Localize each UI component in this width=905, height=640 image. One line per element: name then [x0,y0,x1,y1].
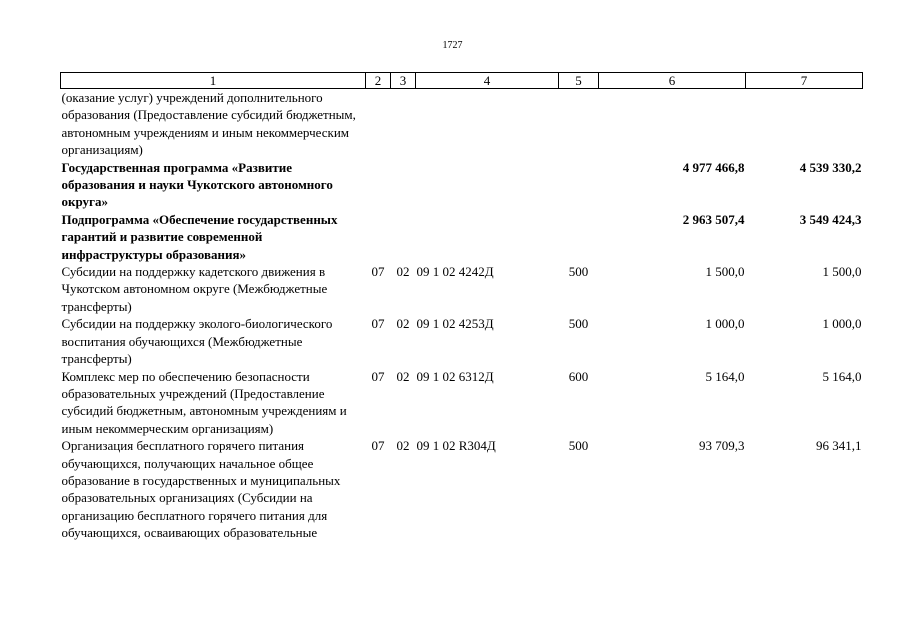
header-col-1: 1 [61,73,366,89]
table-row [61,368,863,438]
row-expense-type [559,159,599,211]
row-subsection [391,89,416,159]
row-expense-type [559,211,599,263]
row-target-code: 09 1 02 4253Д [416,316,494,332]
header-col-4: 4 [416,73,559,89]
row-expense-type: 600 [568,368,589,384]
row-section: 07 [371,438,385,454]
row-expense-type: 500 [568,264,589,280]
table-row [61,211,863,263]
row-amount-col7: 3 549 424,3 [799,211,862,227]
row-subsection: 02 [396,316,410,332]
row-section [366,89,391,159]
row-amount-col6: 2 963 507,4 [682,211,745,227]
row-amount-col7 [746,89,863,159]
header-col-2: 2 [366,73,391,89]
row-amount-col6: 1 500,0 [705,264,745,280]
row-amount-col6 [599,89,746,159]
row-amount-col7: 4 539 330,2 [799,159,862,175]
row-name: Государственная программа «Развитие образования и науки Чукотского автономного округа» [61,159,333,210]
row-target-code [416,211,559,263]
header-col-7: 7 [746,73,863,89]
row-name: Комплекс мер по обеспечению безопасности образовательных учреждений (Предоставление субсидий бюджетным, автономным учреждениям и иным некоммерческим организациям) [61,368,347,436]
row-subsection: 02 [396,368,410,384]
row-target-code [416,159,559,211]
row-subsection: 02 [396,438,410,454]
page-number: 1727 [442,40,463,51]
header-row [61,73,863,89]
row-name: (оказание услуг) учреждений дополнительного образования (Предоставление субсидий бюджетным, автономным учреждениям и иным некоммерческим организациям) [61,90,356,158]
row-subsection [391,159,416,211]
row-name: Субсидии на поддержку кадетского движения в Чукотском автономном округе (Межбюджетные трансферты) [61,264,328,314]
row-section: 07 [371,316,385,332]
row-amount-col7: 96 341,1 [816,438,862,454]
row-target-code: 09 1 02 4242Д [416,264,494,280]
table-row [61,315,863,367]
row-target-code: 09 1 02 6312Д [416,368,494,384]
row-amount-col7: 1 000,0 [822,316,862,332]
row-amount-col6: 1 000,0 [705,316,745,332]
row-target-code [416,89,559,159]
table-row [61,263,863,315]
header-col-5: 5 [559,73,599,89]
row-amount-col6: 4 977 466,8 [682,159,745,175]
row-expense-type: 500 [568,316,589,332]
row-expense-type [559,89,599,159]
row-section: 07 [371,264,385,280]
row-amount-col7: 1 500,0 [822,264,862,280]
row-amount-col6: 93 709,3 [699,438,745,454]
row-subsection [391,211,416,263]
row-name: Организация бесплатного горячего питания обучающихся, получающих начальное общее образование в государственных и муниципальных образовательных организациях (Субсидии на организацию бесплатного горячего питания для обучающихся, осваивающих образовательные [61,438,341,541]
row-target-code: 09 1 02 R304Д [416,438,496,454]
row-section: 07 [371,368,385,384]
header-col-6: 6 [599,73,746,89]
table-body [61,89,863,542]
table-row [61,89,863,159]
budget-table [60,72,863,542]
table-row [61,159,863,211]
table-row [61,437,863,541]
row-subsection: 02 [396,264,410,280]
row-amount-col7: 5 164,0 [822,368,862,384]
row-name: Субсидии на поддержку эколого-биологического воспитания обучающихся (Межбюджетные трансферты) [61,316,333,367]
header-col-3: 3 [391,73,416,89]
row-expense-type: 500 [568,438,589,454]
row-name: Подпрограмма «Обеспечение государственных гарантий и развитие современной инфраструктуры образования» [61,211,338,262]
row-amount-col6: 5 164,0 [705,368,745,384]
row-section [366,159,391,211]
row-section [366,211,391,263]
